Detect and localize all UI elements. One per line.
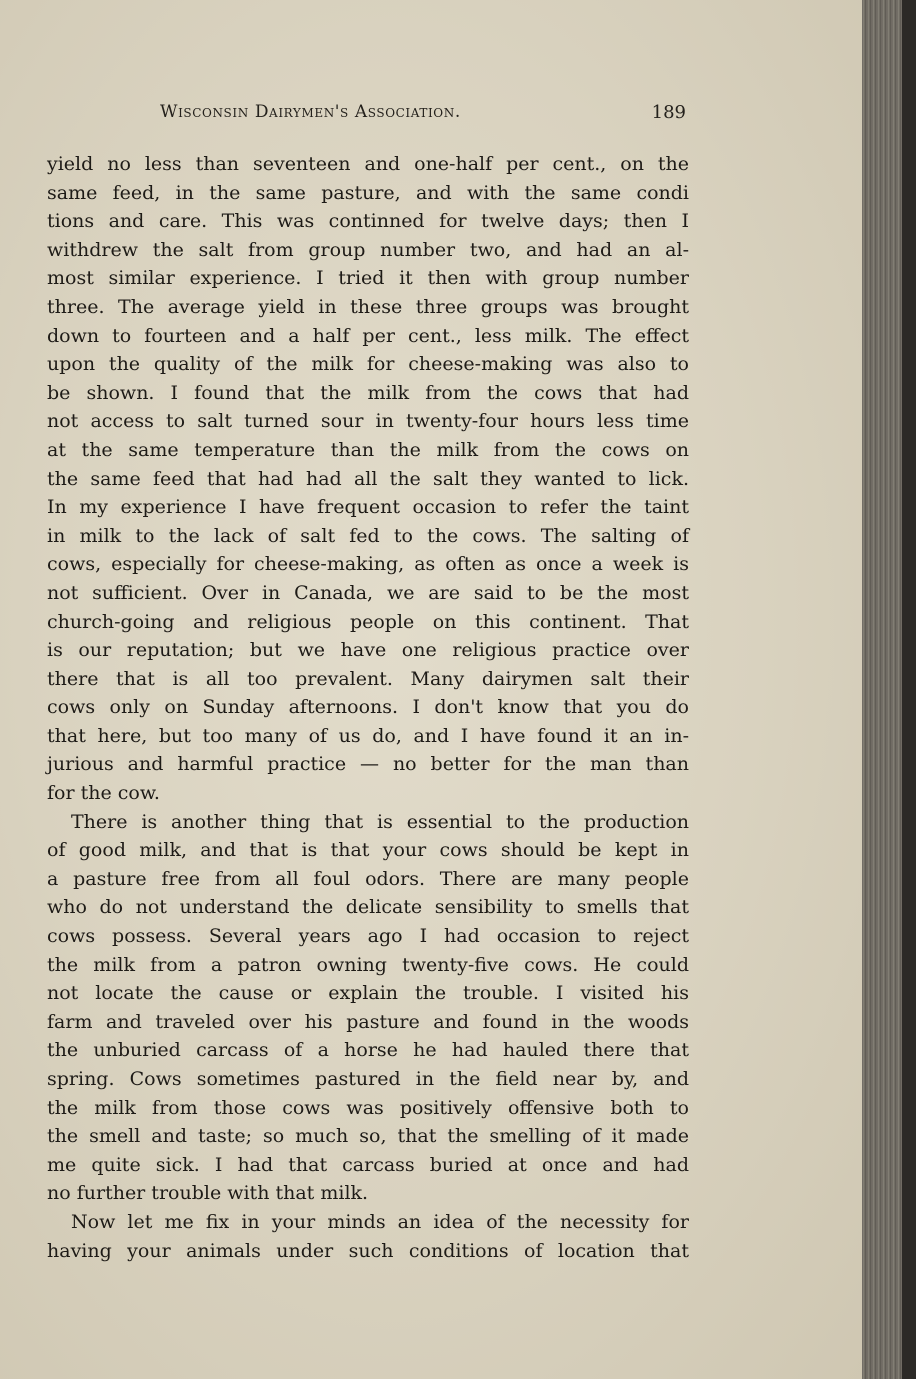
text-line: at the same temperature than the milk from the cows on: [47, 438, 689, 461]
text-line: jurious and harmful practice — no better for the man than: [47, 753, 689, 776]
text-line: no further trouble with that milk.: [47, 1182, 369, 1205]
text-line: there that is all too prevalent. Many dairymen salt their: [47, 667, 689, 690]
text-line: cows possess. Several years ago I had occasion to reject: [47, 925, 689, 948]
text-line: upon the quality of the milk for cheese-making was also to: [47, 353, 689, 376]
book-spine-shadow: [902, 0, 916, 1379]
text-line: is our reputation; but we have one religious practice over: [47, 639, 689, 662]
text-line: In my experience I have frequent occasion to refer the taint: [47, 496, 689, 519]
text-line: There is another thing that is essential to the production: [71, 810, 689, 833]
text-line: withdrew the salt from group number two, and had an al-: [47, 238, 689, 261]
book-page-edges: [862, 0, 916, 1379]
text-line: the milk from those cows was positively offensive both to: [47, 1096, 689, 1119]
page-number: 189: [651, 102, 686, 123]
text-line: the same feed that had had all the salt they wanted to lick.: [47, 467, 689, 490]
text-line: Now let me fix in your minds an idea of the necessity for: [71, 1210, 689, 1233]
text-line: farm and traveled over his pasture and found in the woods: [47, 1010, 689, 1033]
text-line: most similar experience. I tried it then with group number: [47, 267, 689, 290]
text-line: who do not understand the delicate sensibility to smells that: [47, 896, 689, 919]
text-line: in milk to the lack of salt fed to the cows. The salting of: [47, 524, 689, 547]
text-line: cows only on Sunday afternoons. I don't know that you do: [47, 696, 689, 719]
text-line: be shown. I found that the milk from the cows that had: [47, 381, 689, 404]
text-line: not locate the cause or explain the trouble. I visited his: [47, 982, 689, 1005]
running-head: [160, 102, 686, 130]
text-line: the smell and taste; so much so, that the smelling of it made: [47, 1125, 689, 1148]
text-line: that here, but too many of us do, and I have found it an in-: [47, 724, 689, 747]
text-line: the unburied carcass of a horse he had hauled there that: [47, 1039, 689, 1062]
text-line: the milk from a patron owning twenty-five cows. He could: [47, 953, 689, 976]
text-line: cows, especially for cheese-making, as often as once a week is: [47, 553, 689, 576]
running-title: Wisconsin Dairymen's Association.: [160, 102, 461, 122]
text-line: tions and care. This was continned for twelve days; then I: [47, 210, 689, 233]
text-line: same feed, in the same pasture, and with the same condi: [47, 181, 689, 204]
text-line: spring. Cows sometimes pastured in the field near by, and: [47, 1068, 689, 1090]
body-text: [47, 150, 689, 1265]
text-line: not access to salt turned sour in twenty-four hours less time: [47, 410, 689, 433]
text-line: having your animals under such conditions of location that: [47, 1239, 689, 1262]
text-line: me quite sick. I had that carcass buried at once and had: [47, 1153, 689, 1176]
text-line: not sufficient. Over in Canada, we are said to be the most: [47, 581, 689, 604]
text-line: yield no less than seventeen and one-half per cent., on the: [47, 153, 689, 175]
text-line: church-going and religious people on this continent. That: [47, 610, 689, 633]
text-line: three. The average yield in these three groups was brought: [47, 295, 689, 318]
text-line: a pasture free from all foul odors. There are many people: [47, 867, 689, 890]
text-line: of good milk, and that is that your cows should be kept in: [47, 839, 689, 862]
text-line: for the cow.: [47, 782, 160, 805]
text-line: down to fourteen and a half per cent., less milk. The effect: [47, 324, 689, 347]
